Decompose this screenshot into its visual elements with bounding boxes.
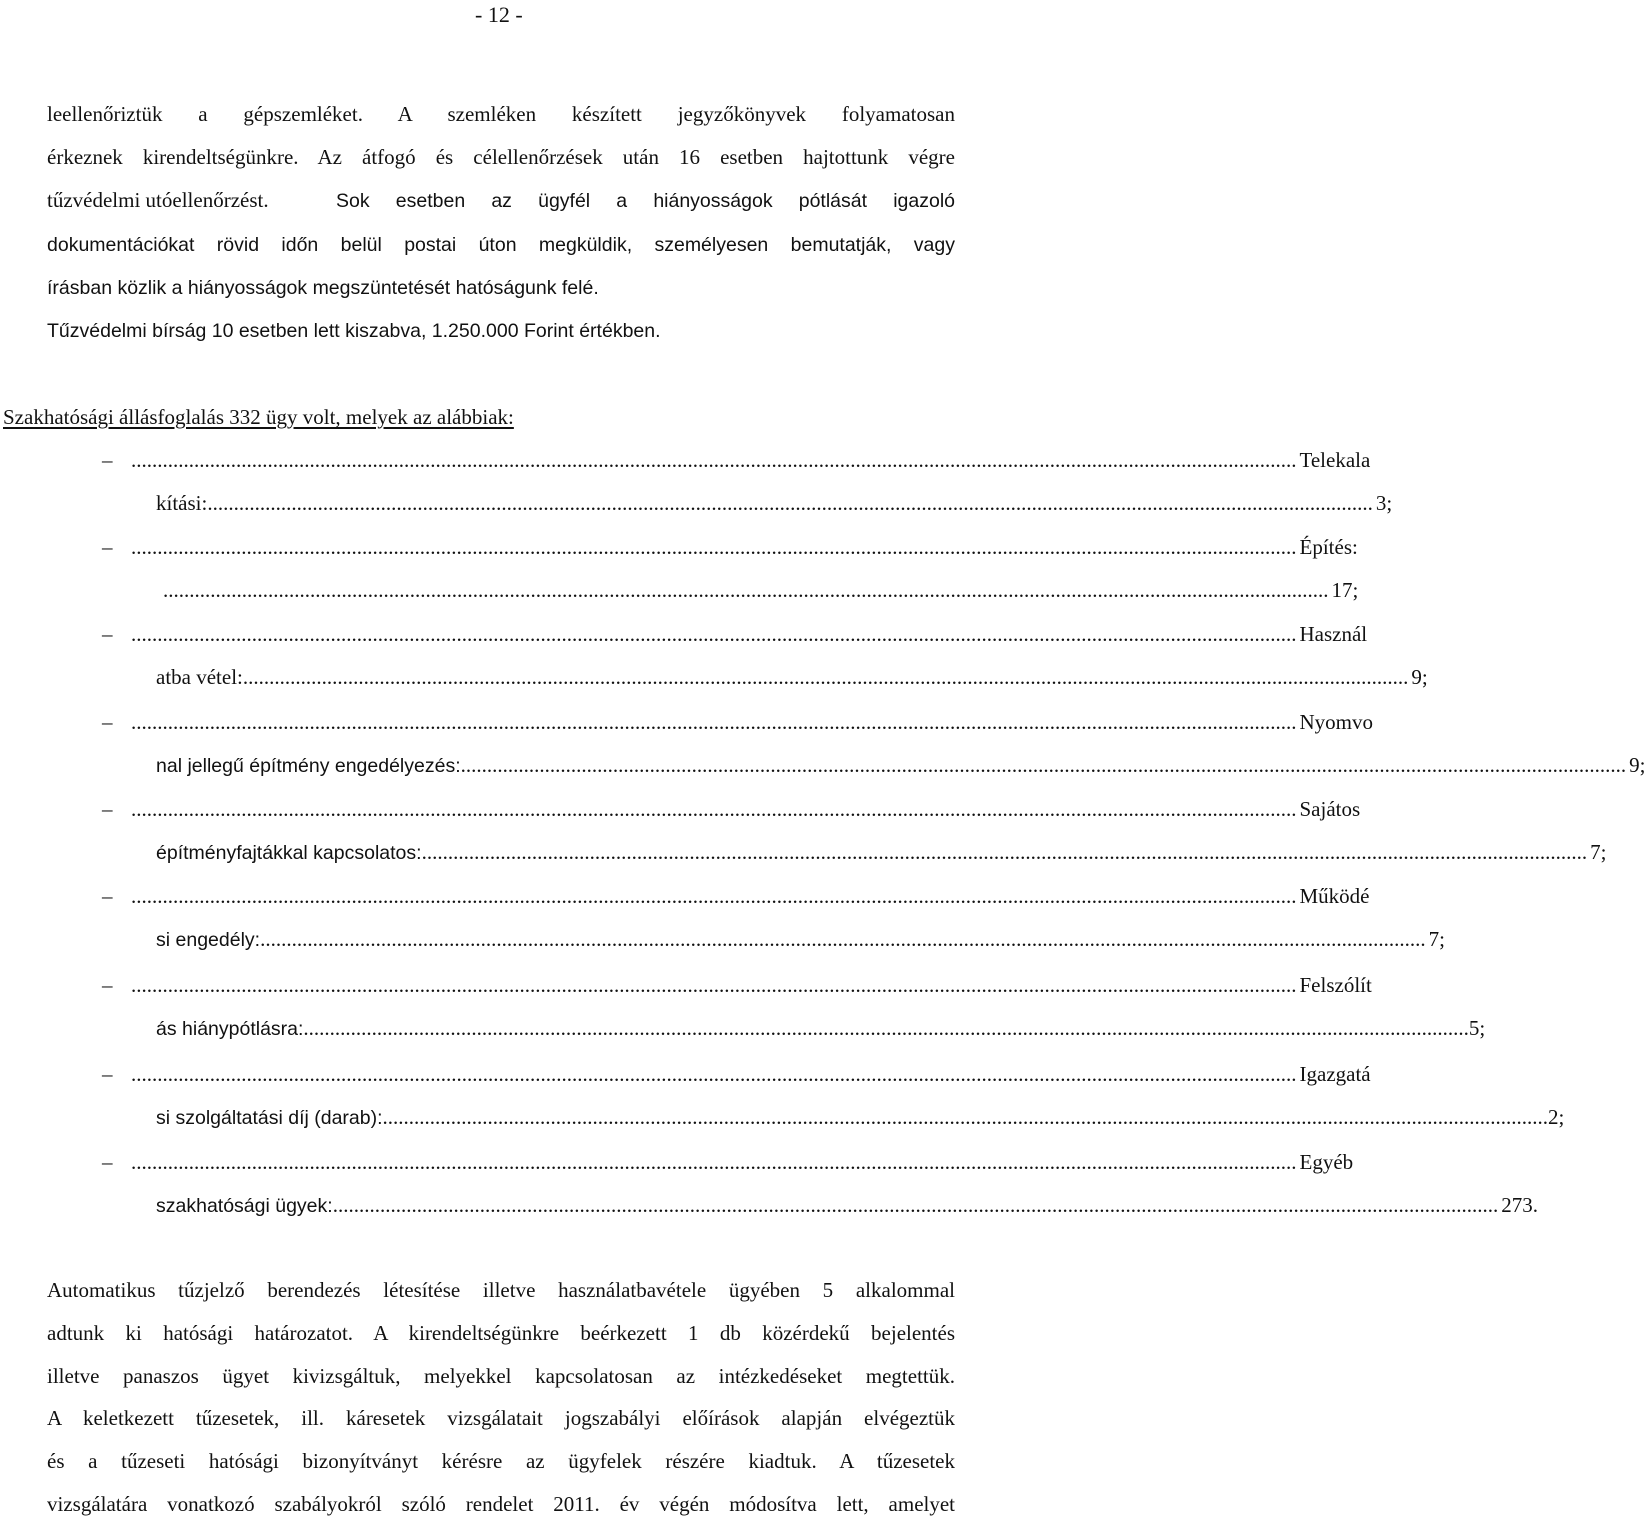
page-number: - 12 - bbox=[475, 2, 523, 27]
leader-dots: .............................................................................................................................................................................................................................. bbox=[131, 797, 1297, 821]
list-item-cont bbox=[156, 840, 1607, 865]
closing-line: Automatikus tűzjelző berendezés létesítése illetve használatbavétele ügyében 5 alkalommal bbox=[47, 1278, 955, 1302]
list-item-cont bbox=[156, 665, 1428, 690]
list-item-label: Sajátos bbox=[1299, 797, 1361, 821]
list-item-label-cont: szakhatósági ügyek: bbox=[156, 1195, 333, 1217]
list-item bbox=[131, 884, 1370, 909]
list-item-cont bbox=[156, 491, 1393, 516]
list-item bbox=[131, 797, 1361, 822]
list-item-value: 17; bbox=[1331, 578, 1359, 602]
list-item-label: Építés: bbox=[1299, 535, 1358, 559]
intro-line: Sok esetben az ügyfél a hiányosságok pótlását igazoló bbox=[336, 190, 955, 212]
list-item-label: Felszólít bbox=[1299, 973, 1372, 997]
intro-line: Tűzvédelmi bírság 10 esetben lett kiszabva, 1.250.000 Forint értékben. bbox=[47, 320, 661, 342]
list-item-label-cont: nal jellegű építmény engedélyezés: bbox=[156, 755, 461, 777]
leader-dots: .............................................................................................................................................................................................................................. bbox=[421, 840, 1588, 864]
list-item-cont bbox=[156, 1105, 1565, 1130]
list-item bbox=[131, 973, 1372, 998]
leader-dots: .............................................................................................................................................................................................................................. bbox=[242, 665, 1409, 689]
leader-dots: .............................................................................................................................................................................................................................. bbox=[131, 622, 1297, 646]
leader-dots: .............................................................................................................................................................................................................................. bbox=[131, 710, 1297, 734]
leader-dots: .............................................................................................................................................................................................................................. bbox=[382, 1105, 1549, 1129]
leader-dots: .............................................................................................................................................................................................................................. bbox=[163, 578, 1329, 602]
intro-line: leellenőriztük a gépszemléket. A szemléken készített jegyzőkönyvek folyamatosan bbox=[47, 102, 955, 126]
list-item bbox=[131, 622, 1368, 647]
list-dash: – bbox=[102, 710, 113, 734]
leader-dots: .............................................................................................................................................................................................................................. bbox=[131, 884, 1297, 908]
intro-line: tűzvédelmi utóellenőrzést. bbox=[47, 188, 269, 212]
list-dash: – bbox=[102, 448, 113, 472]
closing-line: illetve panaszos ügyet kivizsgáltuk, melyekkel kapcsolatosan az intézkedéseket megtettük. bbox=[47, 1364, 955, 1388]
list-item bbox=[131, 535, 1358, 560]
list-heading: Szakhatósági állásfoglalás 332 ügy volt, melyek az alábbiak: bbox=[3, 405, 514, 429]
intro-line: írásban közlik a hiányosságok megszüntetését hatóságunk felé. bbox=[47, 277, 599, 299]
list-item-label: Telekala bbox=[1299, 448, 1371, 472]
list-item-cont bbox=[156, 927, 1445, 952]
leader-dots: .............................................................................................................................................................................................................................. bbox=[460, 753, 1627, 777]
list-item-value: 3; bbox=[1375, 491, 1393, 515]
list-dash: – bbox=[102, 1062, 113, 1086]
list-dash: – bbox=[102, 973, 113, 997]
closing-line: adtunk ki hatósági határozatot. A kirendeltségünkre beérkezett 1 db közérdekű bejelentés bbox=[47, 1321, 955, 1345]
leader-dots: .............................................................................................................................................................................................................................. bbox=[131, 1150, 1297, 1174]
list-item-label-cont: kítási: bbox=[156, 491, 208, 515]
list-dash: – bbox=[102, 797, 113, 821]
list-item-label-cont: atba vétel: bbox=[156, 665, 243, 689]
list-dash: – bbox=[102, 535, 113, 559]
list-item-cont bbox=[156, 1193, 1538, 1218]
list-item bbox=[131, 448, 1371, 473]
intro-line: érkeznek kirendeltségünkre. Az átfogó és célellenőrzések után 16 esetben hajtottunk végre bbox=[47, 145, 955, 169]
list-item-label: Használ bbox=[1299, 622, 1368, 646]
leader-dots: .............................................................................................................................................................................................................................. bbox=[131, 1062, 1297, 1086]
list-item-label: Nyomvo bbox=[1299, 710, 1373, 734]
list-item-cont bbox=[156, 1016, 1486, 1041]
list-item-value: 7; bbox=[1428, 927, 1445, 951]
list-item-label-cont: ás hiánypótlásra: bbox=[156, 1018, 304, 1040]
list-item-value: 7; bbox=[1590, 840, 1607, 864]
list-item-value: 9; bbox=[1411, 665, 1428, 689]
list-item-label: Egyéb bbox=[1299, 1150, 1354, 1174]
list-item-value: 9; bbox=[1629, 753, 1645, 777]
leader-dots: .............................................................................................................................................................................................................................. bbox=[303, 1016, 1469, 1040]
list-item-value: 2; bbox=[1548, 1105, 1565, 1129]
leader-dots: .............................................................................................................................................................................................................................. bbox=[332, 1193, 1499, 1217]
list-dash: – bbox=[102, 622, 113, 646]
list-item-cont bbox=[163, 578, 1359, 603]
list-item-label-cont: építményfajtákkal kapcsolatos: bbox=[156, 842, 422, 864]
closing-line: A keletkezett tűzesetek, ill. káresetek vizsgálatait jogszabályi előírások alapján elvégeztük bbox=[47, 1406, 955, 1430]
list-item-label: Igazgatá bbox=[1299, 1062, 1371, 1086]
list-item bbox=[131, 1150, 1354, 1175]
leader-dots: .............................................................................................................................................................................................................................. bbox=[131, 448, 1297, 472]
list-item-label-cont: si szolgáltatási díj (darab): bbox=[156, 1107, 383, 1129]
list-item-value: 273. bbox=[1501, 1193, 1538, 1217]
list-item-cont bbox=[156, 753, 1645, 778]
leader-dots: .............................................................................................................................................................................................................................. bbox=[131, 973, 1297, 997]
list-dash: – bbox=[102, 884, 113, 908]
list-item bbox=[131, 1062, 1371, 1087]
closing-line: vizsgálatára vonatkozó szabályokról szóló rendelet 2011. év végén módosítva lett, amelyet bbox=[47, 1492, 955, 1516]
list-dash: – bbox=[102, 1150, 113, 1174]
intro-line: dokumentációkat rövid időn belül postai úton megküldik, személyesen bemutatják, vagy bbox=[47, 234, 955, 256]
list-item bbox=[131, 710, 1373, 735]
list-item-label: Működé bbox=[1299, 884, 1370, 908]
closing-line: és a tűzeseti hatósági bizonyítványt kérésre az ügyfelek részére kiadtuk. A tűzesetek bbox=[47, 1449, 955, 1473]
list-item-label-cont: si engedély: bbox=[156, 929, 261, 951]
list-item-value: 5; bbox=[1468, 1016, 1486, 1040]
leader-dots: .............................................................................................................................................................................................................................. bbox=[207, 491, 1373, 515]
leader-dots: .............................................................................................................................................................................................................................. bbox=[131, 535, 1297, 559]
leader-dots: .............................................................................................................................................................................................................................. bbox=[260, 927, 1426, 951]
